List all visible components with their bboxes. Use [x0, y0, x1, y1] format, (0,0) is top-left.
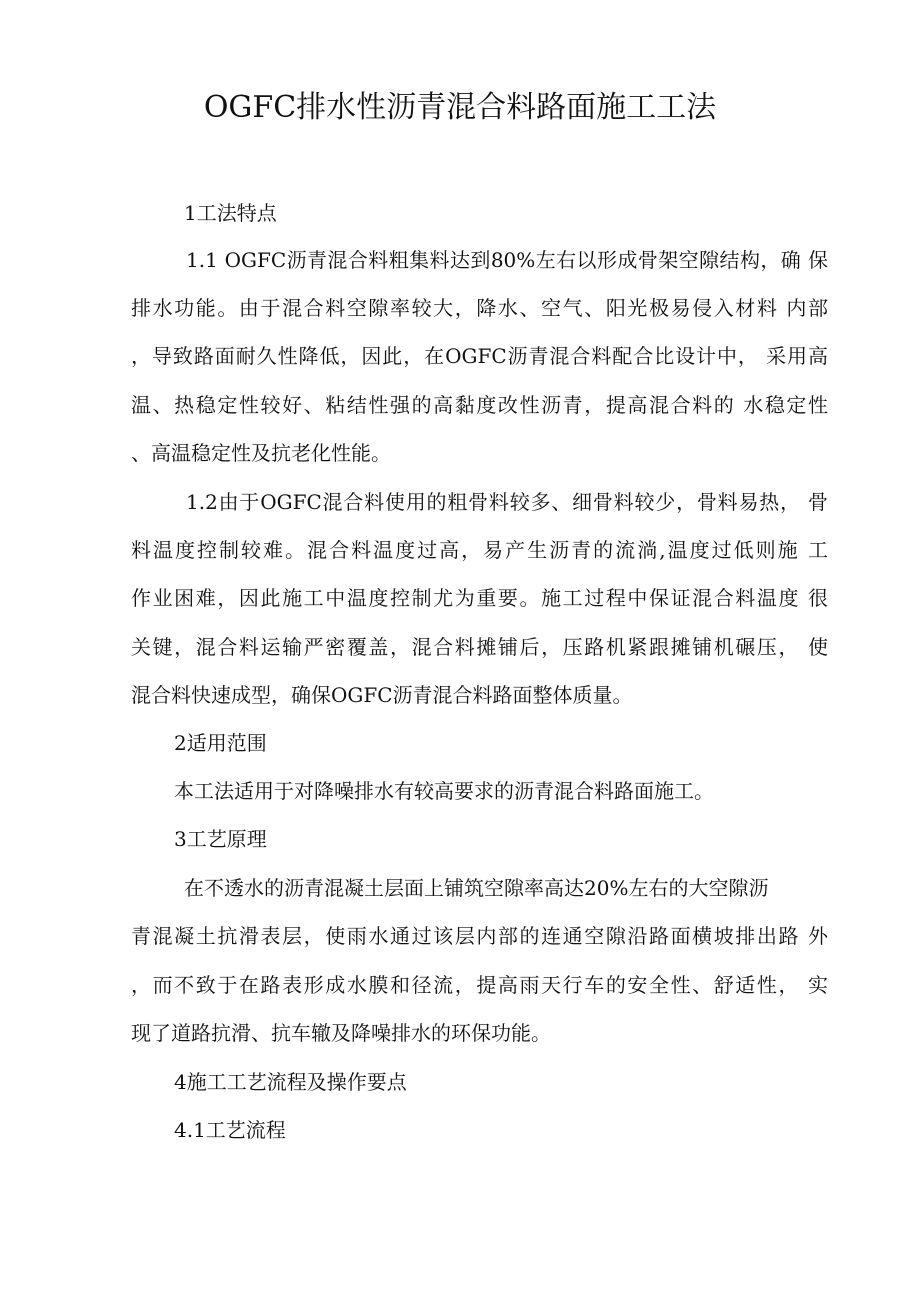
- section-4-1-heading: 4.1工艺流程: [174, 1118, 286, 1142]
- paragraph-1-1-line-4: 温、热稳定性较好、粘结性强的高黏度改性沥青，提高混合料的 水稳定性: [131, 393, 828, 417]
- section-1-heading: 1工法特点: [184, 201, 277, 225]
- paragraph-1-2-line-4: 关键，混合料运输严密覆盖，混合料摊铺后，压路机紧跟摊铺机碾压， 使: [131, 635, 828, 659]
- section-3-line-1: 在不透水的沥青混凝土层面上铺筑空隙率高达20%左右的大空隙沥: [184, 876, 769, 900]
- section-2-heading: 2适用范围: [174, 731, 267, 755]
- document-title: OGFC排水性沥青混合料路面施工工法: [203, 90, 717, 125]
- paragraph-1-2-line-5: 混合料快速成型，确保OGFC沥青混合料路面整体质量。: [131, 683, 633, 707]
- paragraph-1-1-line-3: ，导致路面耐久性降低，因此，在OGFC沥青混合料配合比设计中， 采用高: [131, 344, 828, 368]
- paragraph-1-2-line-2: 料温度控制较难。混合料温度过高，易产生沥青的流淌,温度过低则施 工: [131, 538, 828, 562]
- section-3-line-2: 青混凝土抗滑表层，使雨水通过该层内部的连通空隙沿路面横坡排出路 外: [131, 924, 828, 948]
- paragraph-1-2-line-1: 1.2由于OGFC混合料使用的粗骨料较多、细骨料较少，骨料易热， 骨: [186, 490, 828, 514]
- paragraph-1-1-line-2: 排水功能。由于混合料空隙率较大，降水、空气、阳光极易侵入材料 内部: [131, 296, 828, 320]
- section-3-line-4: 现了道路抗滑、抗车辙及降噪排水的环保功能。: [131, 1021, 551, 1045]
- paragraph-1-1-line-5: 、高温稳定性及抗老化性能。: [131, 441, 391, 465]
- section-4-heading: 4施工工艺流程及操作要点: [174, 1070, 407, 1094]
- paragraph-1-1-line-1: 1.1 OGFC沥青混合料粗集料达到80%左右以形成骨架空隙结构，确 保: [186, 248, 828, 272]
- section-2-body: 本工法适用于对降噪排水有较高要求的沥青混合料路面施工。: [174, 779, 714, 803]
- section-3-line-3: ，而不致于在路表形成水膜和径流，提高雨天行车的安全性、舒适性， 实: [131, 973, 828, 997]
- paragraph-1-2-line-3: 作业困难，因此施工中温度控制尤为重要。施工过程中保证混合料温度 很: [131, 586, 828, 610]
- section-3-heading: 3工艺原理: [174, 827, 267, 851]
